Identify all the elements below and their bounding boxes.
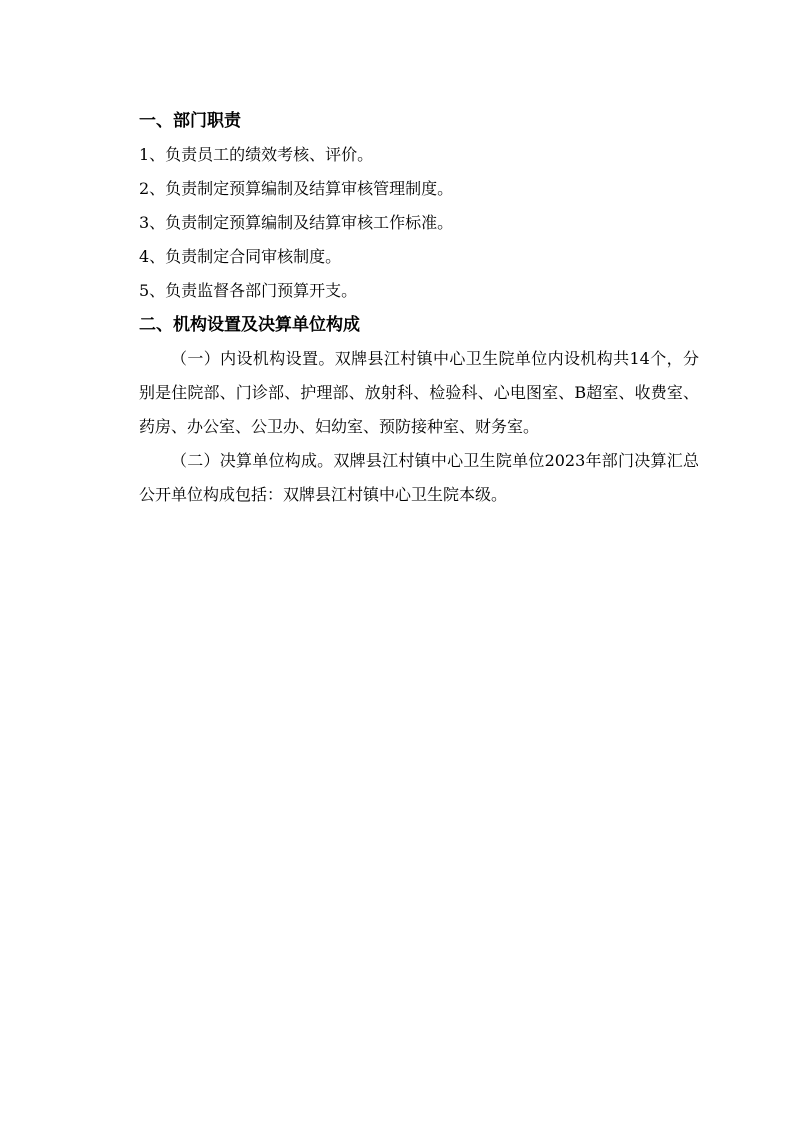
duty-item-4: 4、负责制定合同审核制度。	[139, 247, 342, 266]
paragraph-internal-structure: （一）内设机构设置。双牌县江村镇中心卫生院单位内设机构共14个，分别是住院部、门诊部、护理部、放射科、检验科、心电图室、B超室、收费室、药房、办公室、公卫办、妇幼室、预防接种室、财务室。	[139, 349, 699, 436]
section-heading-department-duties: 一、部门职责	[139, 111, 241, 131]
paragraph-accounting-units: （二）决算单位构成。双牌县江村镇中心卫生院单位2023年部门决算汇总公开单位构成包括：双牌县江村镇中心卫生院本级。	[139, 451, 699, 504]
duty-item-5: 5、负责监督各部门预算开支。	[139, 281, 358, 300]
document-body	[139, 104, 699, 512]
duty-item-2: 2、负责制定预算编制及结算审核管理制度。	[139, 179, 454, 198]
section-heading-organization: 二、机构设置及决算单位构成	[139, 315, 360, 335]
duty-item-3: 3、负责制定预算编制及结算审核工作标准。	[139, 213, 454, 232]
duty-item-1: 1、负责员工的绩效考核、评价。	[139, 145, 374, 164]
